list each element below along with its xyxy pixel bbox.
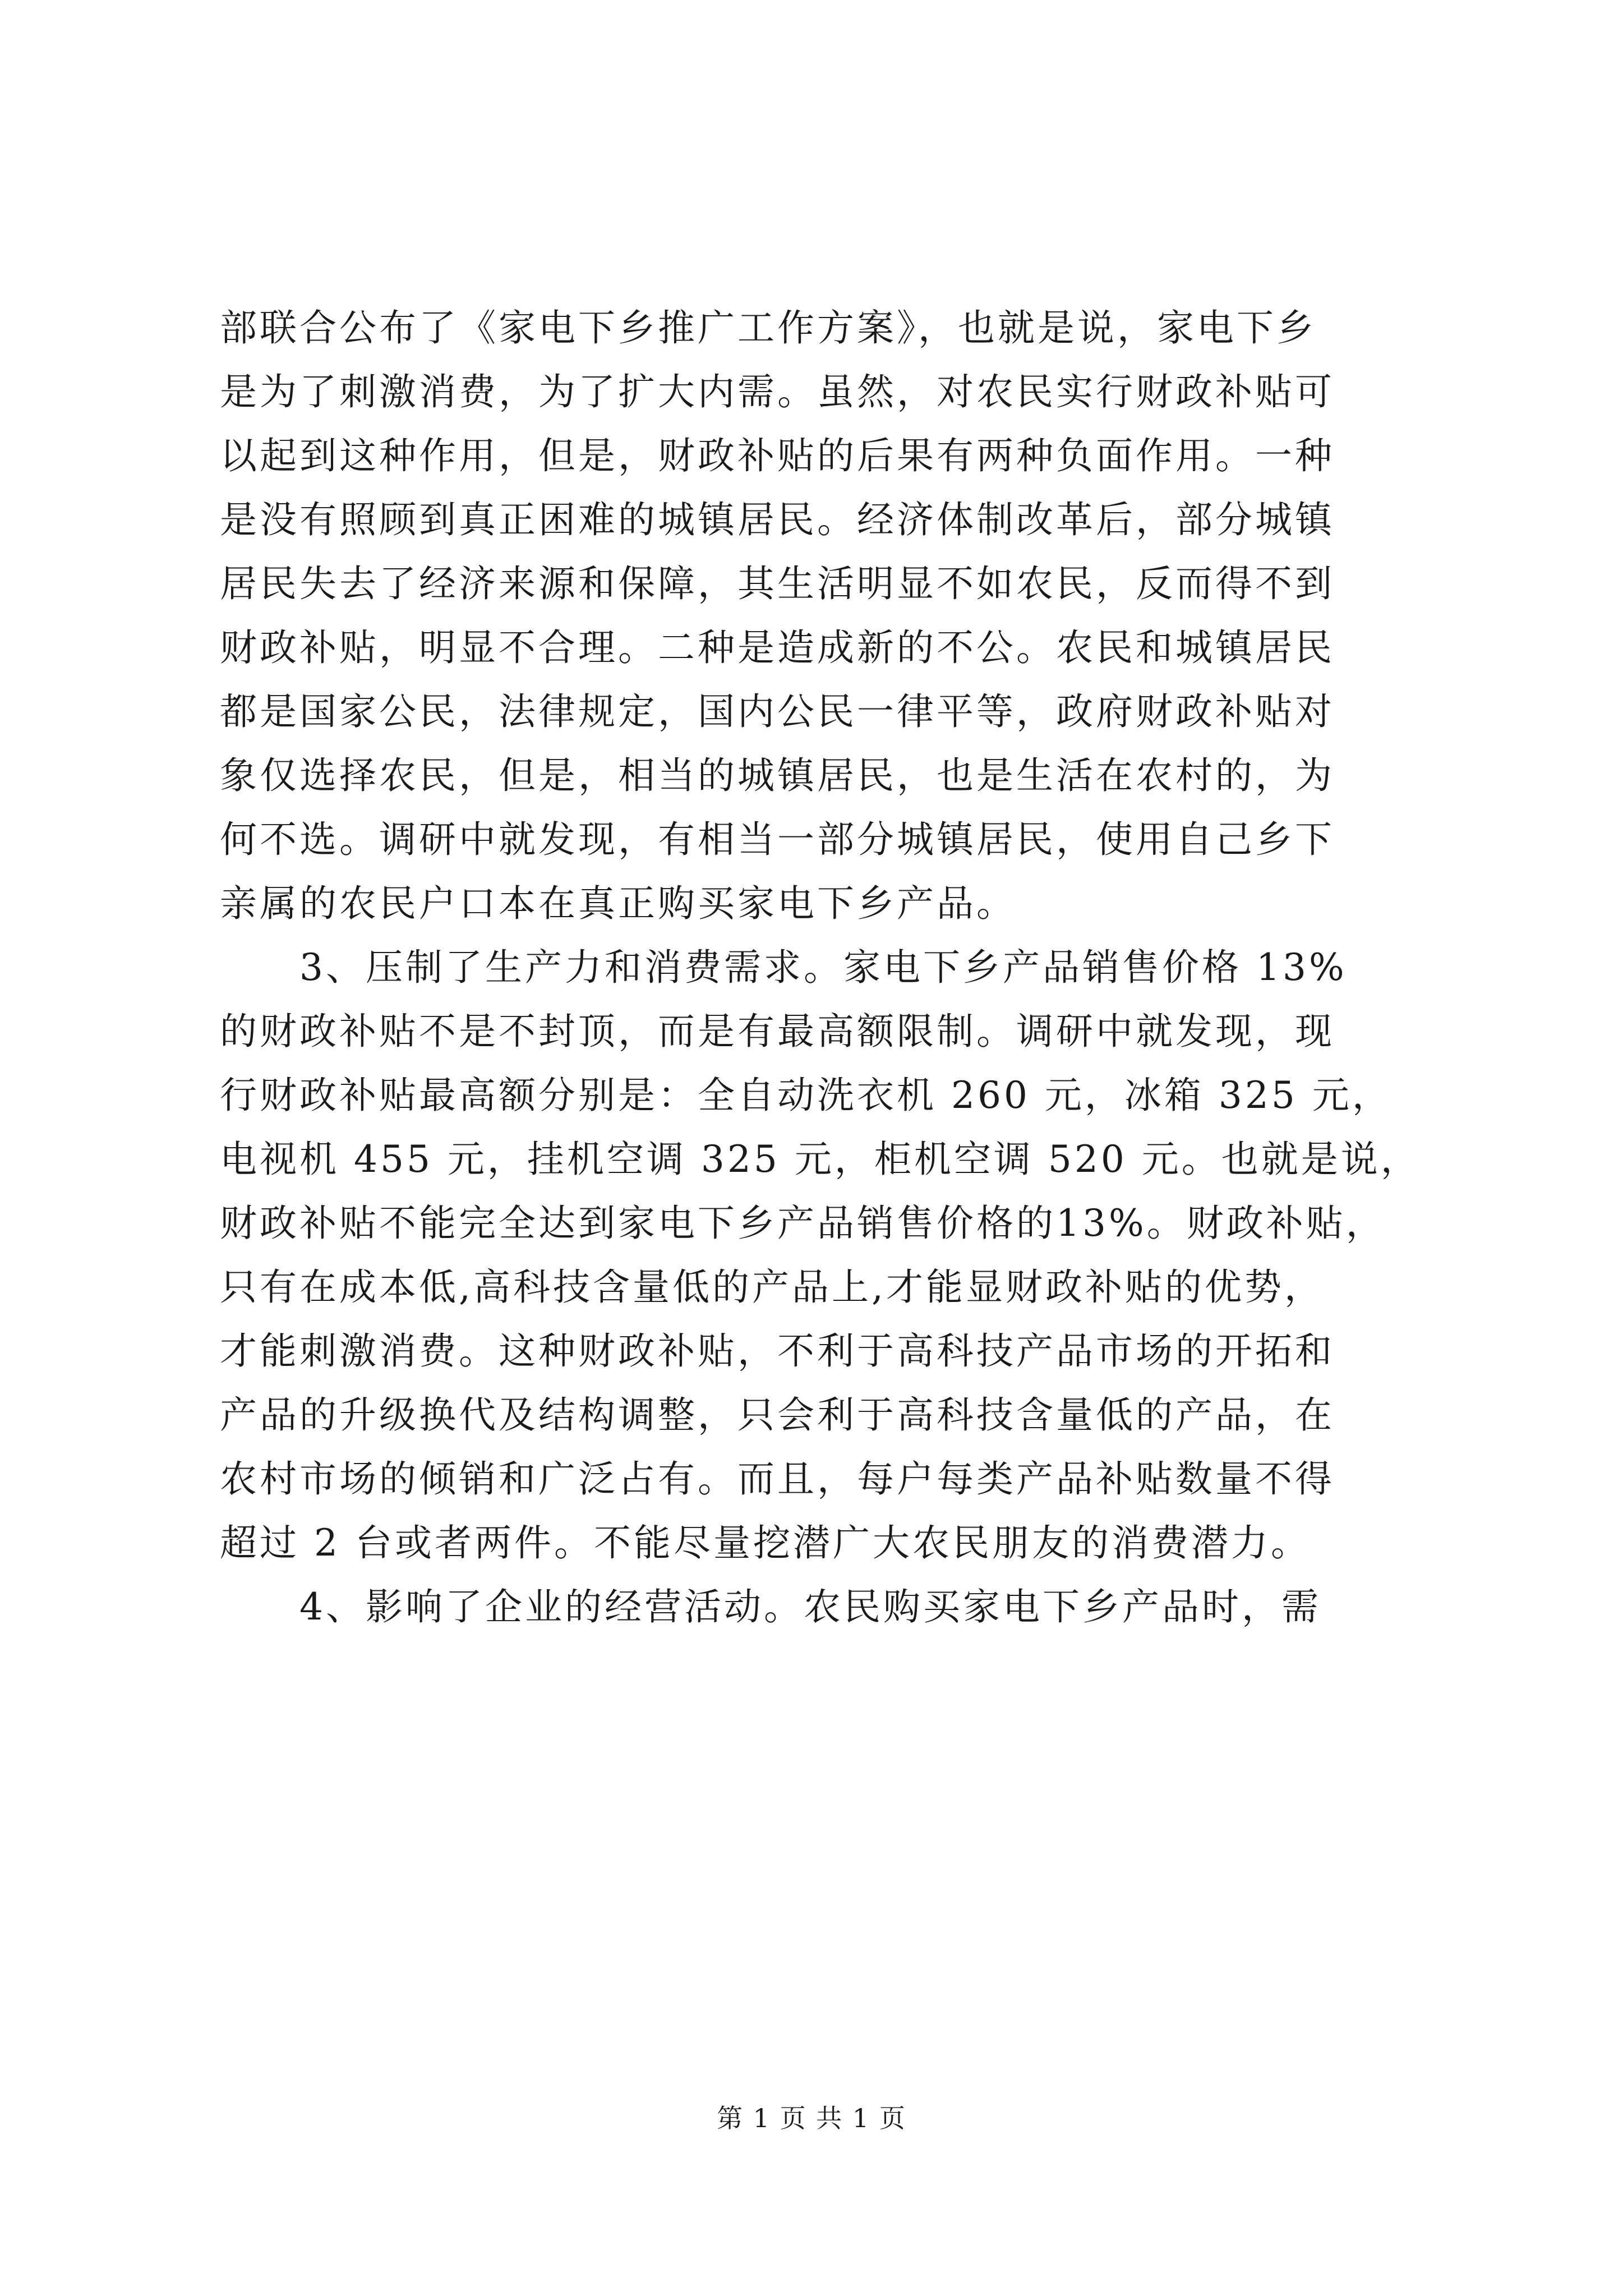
text-line: 都是国家公民，法律规定，国内公民一律平等，政府财政补贴对 <box>220 690 1335 733</box>
text-line: 部联合公布了《家电下乡推广工作方案》，也就是说，家电下乡 <box>220 306 1316 349</box>
text-line: 居民失去了经济来源和保障，其生活明显不如农民，反而得不到 <box>220 562 1335 605</box>
text-line: 行财政补贴最高额分别是：全自动洗衣机 260 元，冰箱 325 元， <box>220 1074 1392 1117</box>
text-line: 超过 2 台或者两件。不能尽量挖潜广大农民朋友的消费潜力。 <box>220 1521 1311 1565</box>
text-line: 农村市场的倾销和广泛占有。而且，每户每类产品补贴数量不得 <box>220 1457 1335 1501</box>
text-line: 是为了刺激消费，为了扩大内需。虽然，对农民实行财政补贴可 <box>220 370 1335 413</box>
page-number-label: 第 1 页 共 1 页 <box>717 2103 906 2133</box>
text-line: 才能刺激消费。这种财政补贴，不利于高科技产品市场的开拓和 <box>220 1329 1335 1373</box>
page-footer <box>0 2098 1623 2135</box>
text-line: 财政补贴，明显不合理。二种是造成新的不公。农民和城镇居民 <box>220 626 1335 669</box>
text-line: 财政补贴不能完全达到家电下乡产品销售价格的13%。财政补贴， <box>220 1202 1386 1245</box>
text-line: 3、压制了生产力和消费需求。家电下乡产品销售价格 13% <box>220 946 1347 989</box>
text-line: 亲属的农民户口本在真正购买家电下乡产品。 <box>220 882 1016 925</box>
document-body <box>220 296 1421 1639</box>
text-line: 象仅选择农民，但是，相当的城镇居民，也是生活在农村的，为 <box>220 754 1335 797</box>
text-line: 以起到这种作用，但是，财政补贴的后果有两种负面作用。一种 <box>220 434 1335 477</box>
text-line: 电视机 455 元，挂机空调 325 元，柜机空调 520 元。也就是说， <box>220 1138 1421 1181</box>
text-line: 何不选。调研中就发现，有相当一部分城镇居民，使用自己乡下 <box>220 818 1335 861</box>
text-line: 只有在成本低,高科技含量低的产品上,才能显财政补贴的优势， <box>220 1266 1324 1309</box>
text-line: 产品的升级换代及结构调整，只会利于高科技含量低的产品，在 <box>220 1393 1335 1437</box>
text-line: 4、影响了企业的经营活动。农民购买家电下乡产品时，需 <box>220 1585 1321 1628</box>
text-line: 是没有照顾到真正困难的城镇居民。经济体制改革后，部分城镇 <box>220 498 1335 541</box>
text-line: 的财政补贴不是不封顶，而是有最高额限制。调研中就发现，现 <box>220 1010 1335 1053</box>
